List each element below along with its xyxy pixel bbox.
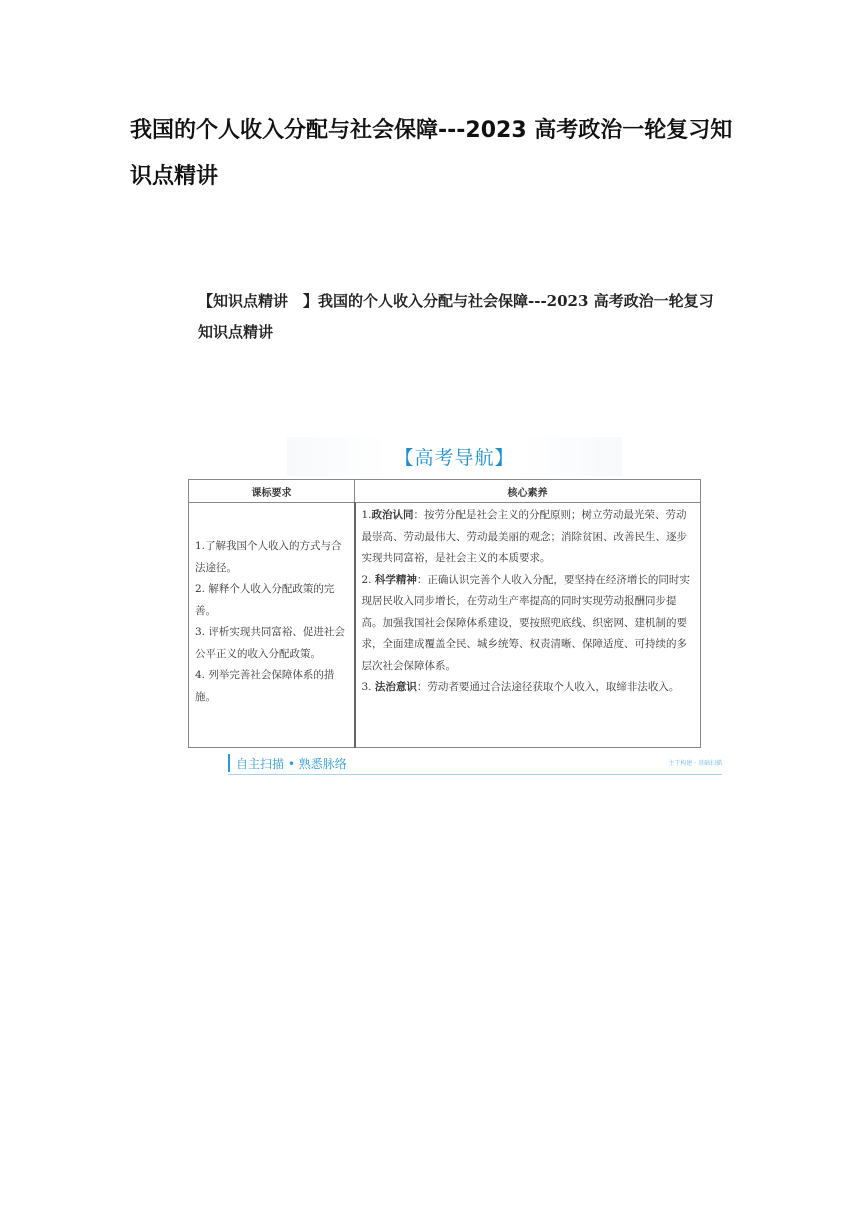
page-title: 我国的个人收入分配与社会保障---2023 高考政治一轮复习知识点精讲 bbox=[130, 118, 733, 189]
core-item-tag: 科学精神 bbox=[374, 573, 417, 586]
section-footer-bar bbox=[228, 754, 722, 775]
requirement-item: 1.了解我国个人收入的方式与合法途径。 bbox=[195, 540, 342, 574]
header-requirements: 课标要求 bbox=[189, 480, 355, 503]
core-item-tag: 政治认同 bbox=[371, 509, 414, 521]
core-item-number: 1. bbox=[361, 509, 372, 521]
core-item-number: 3. bbox=[361, 681, 375, 693]
section-footer-label: 自主扫描 • 熟悉脉络 bbox=[228, 754, 347, 772]
exam-navigation-banner bbox=[287, 437, 622, 476]
core-item-tag: 法治意识 bbox=[374, 681, 417, 693]
section-footer-caption: 主干构建 · 基础扫描 bbox=[668, 760, 722, 767]
core-item-text: ：按劳分配是社会主义的分配原则；树立劳动最光荣、劳动最崇高、劳动最伟大、劳动最美丽的观念；消除贫困、改善民生、逐步实现共同富裕，是社会主义的本质要求。 bbox=[361, 509, 687, 564]
document-heading: 【知识点精讲 】我国的个人收入分配与社会保障---2023 高考政治一轮复习知识点精讲 bbox=[198, 292, 714, 341]
core-item-number: 2. bbox=[361, 573, 375, 586]
core-item-rule-of-law bbox=[362, 677, 696, 699]
banner-label: 【高考导航】 bbox=[394, 447, 515, 469]
header-core-literacy: 核心素养 bbox=[355, 480, 701, 503]
core-item-scientific-spirit bbox=[362, 570, 696, 678]
core-item-text: ：劳动者要通过合法途径获取个人收入，取缔非法收入。 bbox=[416, 681, 680, 693]
requirement-item: 2. 解释个人收入分配政策的完善。 bbox=[195, 583, 335, 617]
core-literacy-cell bbox=[355, 503, 701, 748]
requirement-item: 4. 列举完善社会保障体系的措施。 bbox=[195, 669, 335, 703]
curriculum-table bbox=[188, 479, 701, 748]
requirements-cell bbox=[189, 503, 355, 748]
core-item-text: ：正确认识完善个人收入分配，要坚持在经济增长的同时实现居民收入同步增长，在劳动生产率提高的同时实现劳动报酬同步提高。加强我国社会保障体系建设，要按照兜底线、织密网、建机制的要求，全面建成覆盖全民、城乡统筹、权责清晰、保障适度、可持续的多层次社会保障体系。 bbox=[361, 573, 690, 672]
core-item-political-identity bbox=[362, 505, 696, 570]
requirement-item: 3. 评析实现共同富裕、促进社会公平正义的收入分配政策。 bbox=[195, 626, 345, 660]
